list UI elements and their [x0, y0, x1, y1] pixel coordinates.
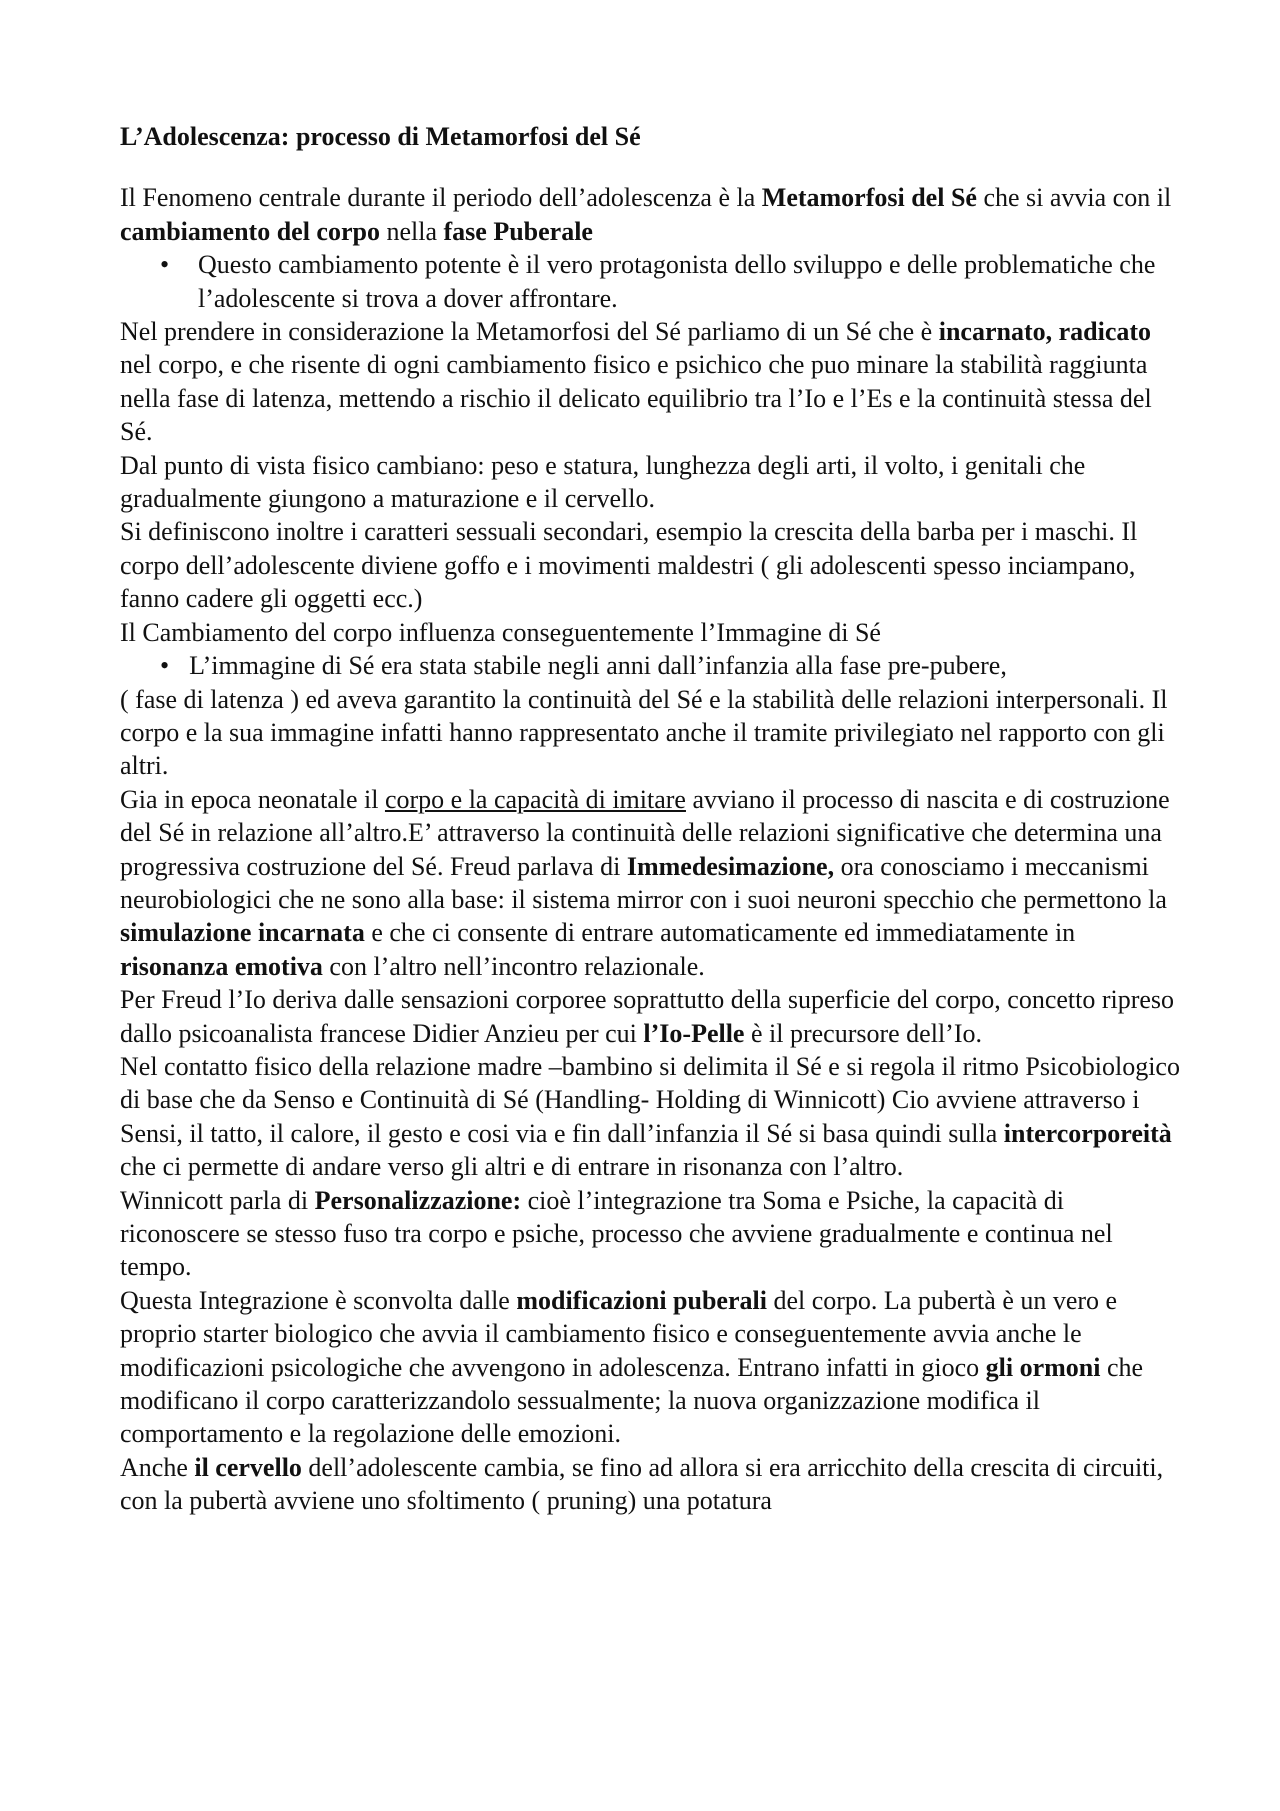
paragraph-10 — [120, 1284, 1180, 1451]
bullet-item-2 — [120, 649, 1180, 783]
p6-text-3: ora conosciamo i meccanismi neurobiologici che ne sono alla base: il sistema mirror con i suoi neuroni specchio che permettono la — [120, 851, 1167, 914]
p6-underline-1: corpo e la capacità di imitare — [384, 784, 686, 814]
paragraph-4: Si definiscono inoltre i caratteri sessuali secondari, esempio la crescita della barba per i maschi. Il corpo dell’adolescente diviene goffo e i movimenti maldestri ( gli adolescenti spesso inciampano, fanno cadere gli oggetti ecc.) — [120, 517, 1138, 614]
p8-text-1: Nel contatto fisico della relazione madre –bambino si delimita il Sé e si regola il ritmo Psicobiologico di base che da Senso e Continuità di Sé (Handling- Holding di Winnicott) Cio avviene attraverso i Sensi, il tatto, il calore, il gesto e cosi via e fin dall’infanzia il Sé si basa quindi sulla — [120, 1051, 1180, 1148]
p7-bold-1: l’Io-Pelle — [643, 1018, 745, 1048]
p8-bold-1: intercorporeità — [1003, 1118, 1172, 1148]
p8-text-2: che ci permette di andare verso gli altri e di entrare in risonanza con l’altro. — [120, 1152, 904, 1182]
p11-text-2: dell’adolescente cambia, se fino ad allora si era arricchito della crescita di circuiti, con la pubertà avviene uno sfoltimento ( pruning) una potatura — [120, 1452, 1164, 1516]
p6-text-2: avviano il processo di nascita e di costruzione del Sé in relazione all’altro.E’ attraverso la continuità delle relazioni significative che determina una progressiva costruzione del Sé. Freud parlava di — [120, 784, 1170, 881]
p6-bold-3: risonanza emotiva — [120, 951, 323, 981]
p10-text-3: che modificano il corpo caratterizzandolo sessualmente; la nuova organizzazione modifica il comportamento e la regolazione delle emozioni. — [120, 1352, 1144, 1449]
p9-text-1: Winnicott parla di — [120, 1185, 315, 1215]
paragraph-9 — [120, 1184, 1180, 1284]
paragraph-2 — [120, 315, 1180, 449]
bullet-item-1 — [120, 248, 1180, 315]
p11-text-1: Anche — [120, 1452, 195, 1482]
bullet-1-text: Questo cambiamento potente è il vero protagonista dello sviluppo e delle problematiche che l’adolescente si trova a dover affrontare. — [198, 250, 1156, 313]
paragraph-3: Dal punto di vista fisico cambiano: peso e statura, lunghezza degli arti, il volto, i genitali che gradualmente giungono a maturazione e il cervello. — [120, 450, 1086, 514]
p1-text-2: che si avvia con il — [976, 183, 1172, 213]
p1-bold-3: fase Puberale — [443, 216, 593, 246]
p7-text-2: è il precursore dell’Io. — [744, 1018, 982, 1048]
paragraph-8 — [120, 1050, 1180, 1184]
p6-bold-1: Immedesimazione, — [626, 851, 835, 881]
p2-bold-1: incarnato, radicato — [938, 317, 1152, 347]
paragraph-1 — [120, 181, 1180, 248]
p1-bold-2: cambiamento del corpo — [120, 216, 380, 246]
p10-bold-2: gli ormoni — [985, 1352, 1101, 1382]
bullet-2-text-first: L’immagine di Sé era stata stabile negli anni dall’infanzia alla fase pre-pubere, — [189, 651, 1007, 681]
p2-text-1: Nel prendere in considerazione la Metamorfosi del Sé parliamo di un Sé che è — [120, 317, 939, 347]
paragraph-7 — [120, 983, 1180, 1050]
p2-text-2: nel corpo, e che risente di ogni cambiamento fisico e psichico che puo minare la stabilità raggiunta nella fase di latenza, mettendo a rischio il delicato equilibrio tra l’Io e l’Es e la continuità stessa del Sé. — [120, 350, 1152, 447]
p6-text-1: Gia in epoca neonatale il — [120, 784, 385, 814]
bullet-icon: • — [160, 651, 170, 681]
p10-text-2: del corpo. La pubertà è un vero e proprio starter biologico che avvia il cambiamento fisico e conseguentemente avvia anche le modificazioni psicologiche che avvengono in adolescenza. Entrano infatti in gioco — [120, 1285, 1118, 1382]
p6-bold-2: simulazione incarnata — [120, 918, 365, 948]
p9-text-2: cioè l’integrazione tra Soma e Psiche, la capacità di riconoscere se stesso fuso tra corpo e psiche, processo che avviene gradualmente e continua nel tempo. — [120, 1185, 1113, 1282]
p1-text-3: nella — [379, 216, 444, 246]
document-title: L’Adolescenza: processo di Metamorfosi del Sé — [120, 122, 641, 151]
bullet-2-text-rest: ( fase di latenza ) ed aveva garantito la continuità del Sé e la stabilità delle relazioni interpersonali. Il corpo e la sua immagine infatti hanno rappresentato anche il tramite privilegiato nel rapporto con gli altri. — [120, 684, 1168, 781]
bullet-icon: • — [160, 250, 170, 280]
paragraph-5: Il Cambiamento del corpo influenza conseguentemente l’Immagine di Sé — [120, 617, 881, 647]
p10-text-1: Questa Integrazione è sconvolta dalle — [120, 1285, 517, 1315]
p1-text-1: Il Fenomeno centrale durante il periodo dell’adolescenza è la — [120, 183, 762, 213]
p7-text-1: Per Freud l’Io deriva dalle sensazioni corporee soprattutto della superficie del corpo, concetto ripreso dallo psicoanalista francese Didier Anzieu per cui — [120, 985, 1175, 1048]
paragraph-11 — [120, 1451, 1180, 1518]
p9-bold-1: Personalizzazione: — [314, 1185, 522, 1215]
p10-bold-1: modificazioni puberali — [516, 1285, 767, 1315]
p11-bold-1: il cervello — [194, 1452, 302, 1482]
p6-text-4: e che ci consente di entrare automaticamente ed immediatamente in — [364, 918, 1076, 948]
paragraph-6 — [120, 783, 1180, 983]
p6-text-5: con l’altro nell’incontro relazionale. — [322, 951, 705, 981]
p1-bold-1: Metamorfosi del Sé — [761, 183, 977, 213]
document-page — [120, 120, 1180, 1518]
